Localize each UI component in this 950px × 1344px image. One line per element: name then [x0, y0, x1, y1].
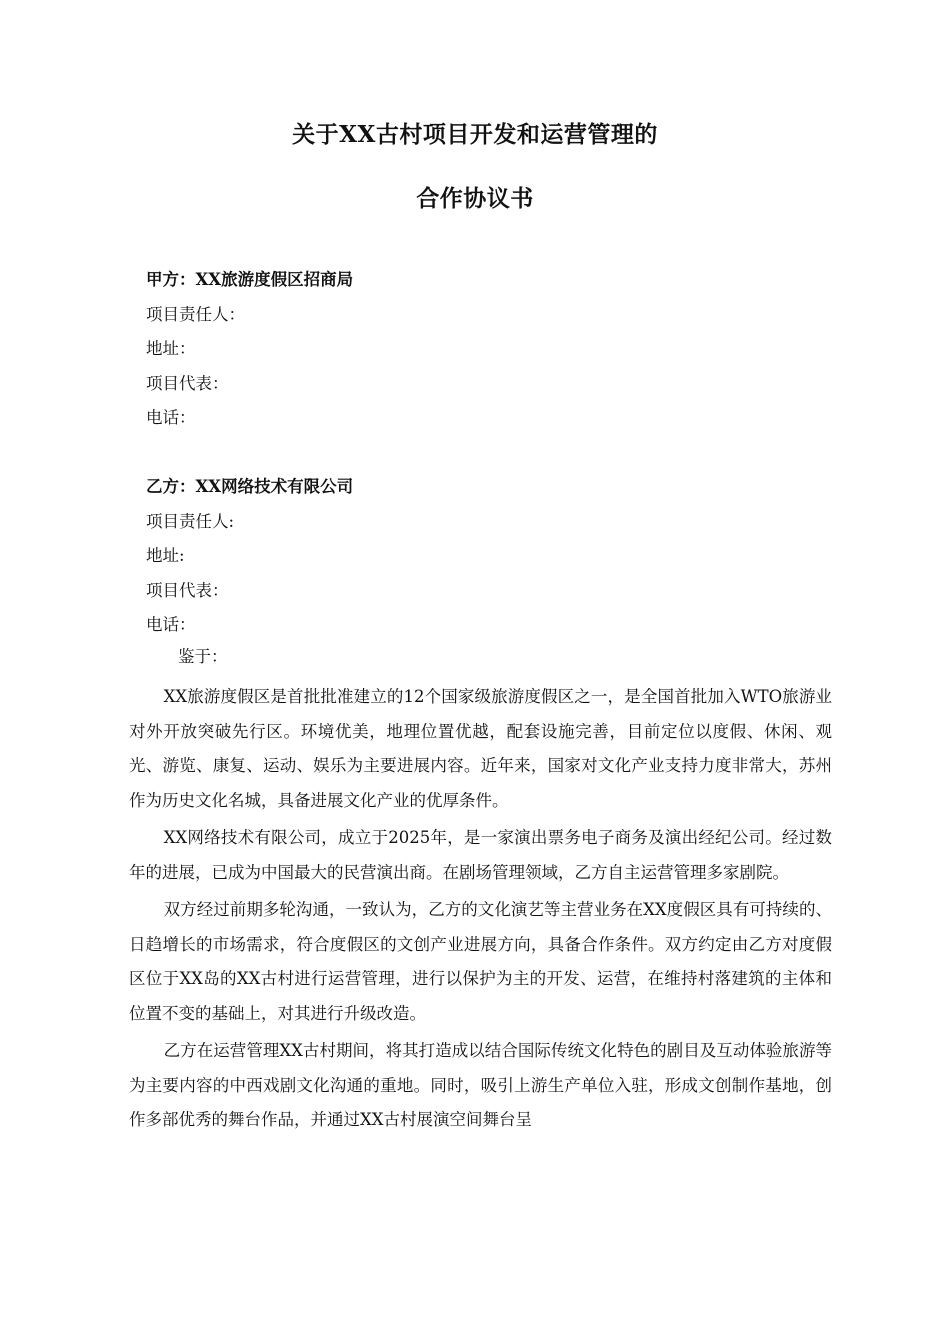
party-a-name: 甲方：XX旅游度假区招商局	[146, 270, 354, 289]
party-a-responsible-person: 项目责任人：	[146, 304, 245, 324]
party-b-responsible-person: 项目责任人:	[146, 511, 235, 531]
paragraph-cooperation-consensus: 双方经过前期多轮沟通，一致认为，乙方的文化演艺等主营业务在XX度假区具有可持续的、日趋增长的市场需求，符合度假区的文创产业进展方向，具备合作条件。双方约定由乙方对度假区位于XX岛的XX古村进行运营管理，进行以保护为主的开发、运营，在维持村落建筑的主体和位置不变的基础上，对其进行升级改造。	[129, 900, 832, 1023]
whereas-heading: 鉴于：	[178, 647, 228, 666]
party-b-block	[146, 475, 846, 648]
party-b-name: 乙方：XX网络技术有限公司	[146, 477, 354, 496]
party-b-phone: 电话：	[146, 615, 196, 634]
party-a-address: 地址：	[146, 339, 196, 358]
party-b-representative: 项目代表：	[146, 580, 229, 600]
paragraph-company-intro: XX网络技术有限公司，成立于2025年，是一家演出票务电子商务及演出经纪公司。经过数年的进展，已成为中国最大的民营演出商。在剧场管理领域，乙方自主运营管理多家剧院。	[129, 828, 832, 882]
party-a-phone: 电话：	[146, 408, 196, 427]
document-title-line-1: 关于XX古村项目开发和运营管理的	[292, 121, 658, 148]
paragraph-resort-intro: XX旅游度假区是首批批准建立的12个国家级旅游度假区之一，是全国首批加入WTO旅游业对外开放突破先行区。环境优美，地理位置优越，配套设施完善，目前定位以度假、休闲、观光、游览、康复、运动、娱乐为主要进展内容。近年来，国家对文化产业支持力度非常大，苏州作为历史文化名城，具备进展文化产业的优厚条件。	[129, 687, 832, 810]
party-a-representative: 项目代表：	[146, 373, 229, 393]
document-title-line-2: 合作协议书	[416, 185, 534, 212]
party-a-block	[146, 268, 846, 441]
body-text	[129, 680, 832, 1138]
paragraph-operation-plan: 乙方在运营管理XX古村期间，将其打造成以结合国际传统文化特色的剧目及互动体验旅游等为主要内容的中西戏剧文化沟通的重地。同时，吸引上游生产单位入驻，形成文创制作基地，创作多部优秀的舞台作品，并通过XX古村展演空间舞台呈	[129, 1041, 832, 1129]
party-b-address: 地址:	[146, 546, 185, 565]
